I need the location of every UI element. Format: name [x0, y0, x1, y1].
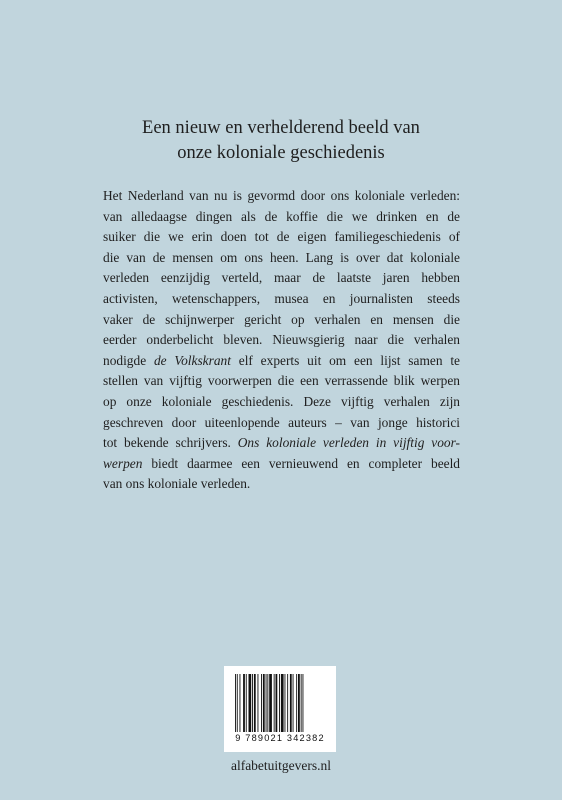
- barcode-bar: [269, 674, 272, 732]
- blurb-text: elf experts uit om een lijst samen te: [230, 352, 460, 368]
- barcode-bar: [261, 674, 262, 732]
- barcode-bar: [258, 674, 259, 732]
- barcode-bar: [249, 674, 252, 732]
- isbn-barcode: [224, 666, 336, 752]
- blurb-text: biedt daarmee een vernieuwend en completer beeld: [142, 455, 460, 471]
- barcode-bar: [243, 674, 245, 732]
- blurb-line: [103, 454, 460, 475]
- blurb-line: suiker die we erin doen tot de eigen familiegeschiedenis of: [103, 229, 460, 245]
- book-title: werpen: [103, 455, 143, 471]
- barcode-bar: [279, 674, 280, 732]
- blurb-line: op onze koloniale geschiedenis. Deze vijftig verhalen zijn: [103, 393, 460, 409]
- barcode-bar: [293, 674, 294, 732]
- blurb-line: van ons koloniale verleden.: [103, 476, 251, 492]
- barcode-bar: [267, 674, 268, 732]
- barcode-bar: [296, 674, 297, 732]
- barcode-bar: [285, 674, 286, 732]
- barcode-bar: [263, 674, 265, 732]
- blurb-paragraph: [103, 186, 460, 495]
- blurb-line: verleden eenzijdig verteld, maar de laatste jaren hebben: [103, 270, 460, 286]
- barcode-bar: [298, 674, 300, 732]
- publisher-website: alfabetuitgevers.nl: [230, 758, 332, 773]
- blurb-line: die van de mensen om ons heen. Lang is over dat koloniale: [103, 249, 460, 265]
- barcode-bar: [266, 674, 267, 732]
- blurb-line: [103, 351, 460, 372]
- barcode-bar: [276, 674, 278, 732]
- blurb-line: geschreven door uiteenlopende auteurs – van jonge historici: [103, 414, 460, 430]
- barcode-bar: [301, 674, 302, 732]
- barcode-bar: [246, 674, 247, 732]
- barcode-bar: [254, 674, 256, 732]
- blurb-line: eerder onderbelicht bleven. Nieuwsgierig naar die verhalen: [103, 332, 460, 348]
- isbn-number: 9 789021 342382: [235, 733, 325, 743]
- barcode-bar: [240, 674, 241, 732]
- barcode-bar: [274, 674, 275, 732]
- barcode-bars: [234, 674, 326, 732]
- back-cover-headline: [0, 116, 562, 166]
- book-title: Ons koloniale verleden in vijftig voor-: [237, 435, 460, 451]
- barcode-bar: [252, 674, 253, 732]
- headline-line-2: onze koloniale geschiedenis: [177, 143, 385, 163]
- blurb-line: vaker de schijnwerper gericht op verhalen en mensen die: [103, 311, 460, 327]
- blurb-line: [103, 433, 460, 454]
- barcode-bar: [237, 674, 238, 732]
- blurb-line: van alledaagse dingen als de koffie die we drinken en de: [103, 208, 460, 224]
- blurb-line: activisten, wetenschappers, musea en journalisten steeds: [103, 290, 460, 306]
- headline-line-1: Een nieuw en verhelderend beeld van: [142, 118, 420, 138]
- barcode-bar: [303, 674, 304, 732]
- barcode-bar: [235, 674, 236, 732]
- blurb-line: Het Nederland van nu is gevormd door ons koloniale verleden:: [103, 188, 460, 203]
- barcode-bar: [290, 674, 292, 732]
- blurb-text: nodigde: [103, 352, 154, 368]
- blurb-line: stellen van vijftig voorwerpen die een verrassende blik werpen: [103, 373, 460, 389]
- newspaper-title: de Volkskrant: [153, 352, 231, 368]
- blurb-text: tot bekende schrijvers.: [103, 435, 238, 451]
- barcode-bar: [287, 674, 288, 732]
- barcode-bar: [281, 674, 284, 732]
